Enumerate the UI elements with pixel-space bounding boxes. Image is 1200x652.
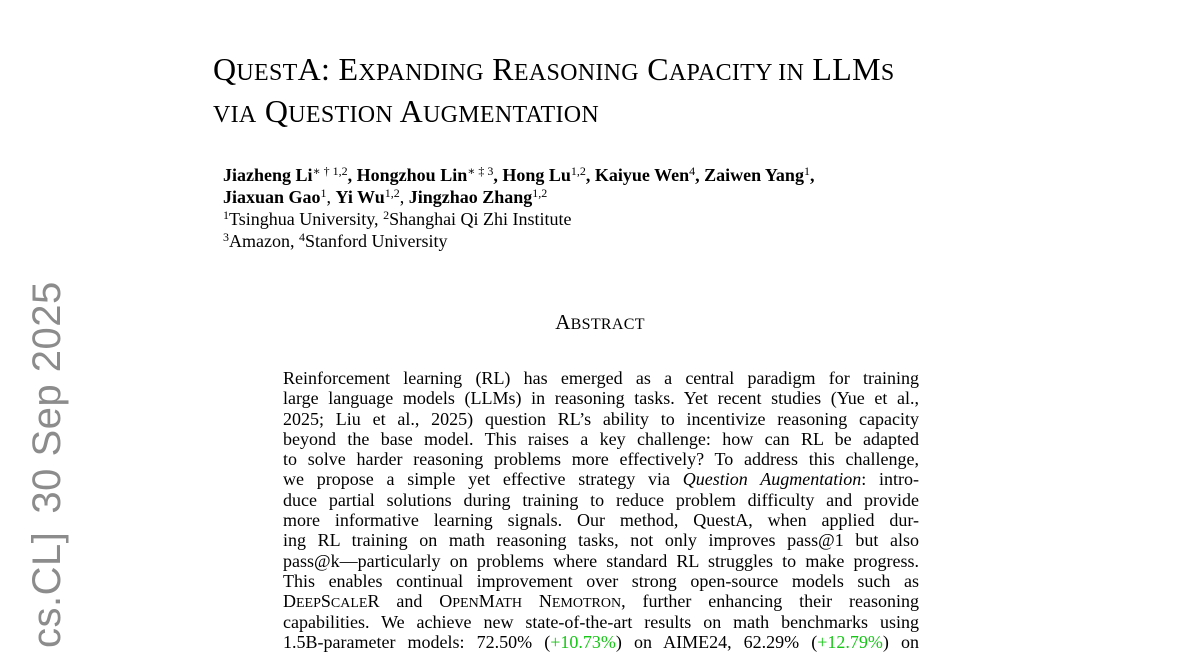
title-line-1: QUESTA: EXPANDING REASONING CAPACITY IN LLMS xyxy=(213,51,895,87)
affiliation-line-2: $^3$Amazon, $^4$Stanford University xyxy=(223,230,448,251)
affiliation-line-1: $^1$Tsinghua University, $^2$Shanghai Qi Zhi Institute xyxy=(223,208,572,229)
abstract-line: 2025; Liu et al., 2025) question RL’s ability to incentivize reasoning capacity xyxy=(283,408,919,429)
author-block xyxy=(223,164,814,252)
method-name-italic: Question Augmentation xyxy=(682,469,862,490)
paper-title xyxy=(213,50,895,134)
abstract-line: This enables continual improvement over strong open-source models such as xyxy=(283,570,919,591)
author-line-2: Jiaxuan Gao$^1$, Yi Wu$^{1,2}$, Jingzhao Zhang$^{1,2}$ xyxy=(223,186,548,207)
arxiv-category: cs.CL] xyxy=(25,531,69,648)
abstract-line: to solve harder reasoning problems more effectively? To address this challenge, xyxy=(283,449,919,470)
abstract-line: we propose a simple yet effective strategy via Question Augmentation: intro- xyxy=(283,469,920,490)
abstract-line: beyond the base model. This raises a key challenge: how can RL be adapted xyxy=(283,428,919,449)
title-line-2: VIA QUESTION AUGMENTATION xyxy=(213,93,600,129)
abstract-line: Reinforcement learning (RL) has emerged as a central paradigm for training xyxy=(283,368,919,388)
abstract-line: 1.5B-parameter models: 72.50% (+10.73%) on AIME24, 62.29% (+12.79%) on xyxy=(283,631,920,652)
abstract-line: DEEPSCALER and OPENMATH NEMOTRON, further enhancing their reasoning xyxy=(283,591,920,612)
abstract-heading: ABSTRACT xyxy=(555,310,645,334)
arxiv-date: 30 Sep 2025 xyxy=(25,281,69,514)
author-line-1: Jiazheng $Li^{∗ \dagger 1,2}$, Hongzhou Lin$^{∗ \ddagger 3}$, Hong Lu$^{1,2}$, Kaiyue Wen$^4$, Zaiwen Yang$^1$, xyxy=(223,164,815,185)
improvement-aime25: +12.79% xyxy=(817,631,883,652)
abstract-body xyxy=(283,368,919,652)
abstract-line: more informative learning signals. Our method, QuestA, when applied dur- xyxy=(283,510,919,531)
abstract-line: large language models (LLMs) in reasoning tasks. Yet recent studies (Yue et al., xyxy=(283,388,919,409)
improvement-aime24: +10.73% xyxy=(550,631,616,652)
abstract-line: pass@k—particularly on problems where standard RL struggles to make progress. xyxy=(283,550,919,571)
abstract-line: capabilities. We achieve new state-of-the-art results on math benchmarks using xyxy=(283,611,919,632)
abstract-line: duce partial solutions during training to reduce problem difficulty and provide xyxy=(283,489,919,510)
abstract-line: ing RL training on math reasoning tasks, not only improves pass@1 but also xyxy=(283,530,919,551)
